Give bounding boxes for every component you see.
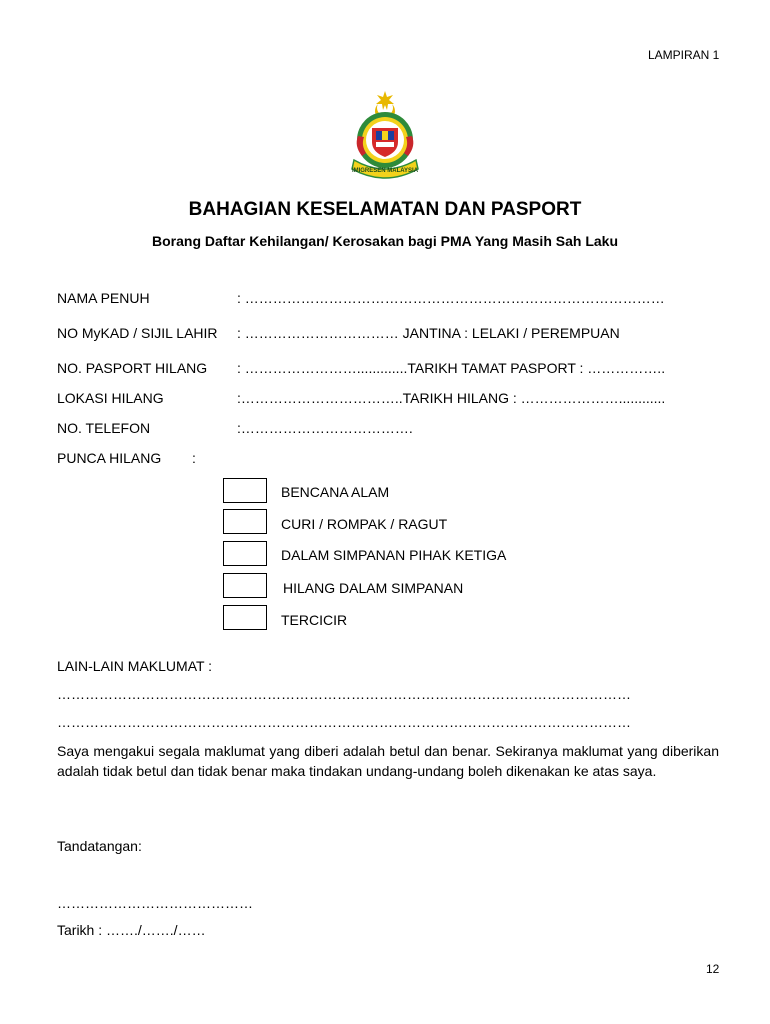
other-info-line-1[interactable]: …………………………………………………………………………………………………………… bbox=[57, 686, 631, 702]
immigration-malaysia-crest-icon bbox=[346, 90, 424, 186]
form-title: BAHAGIAN KESELAMATAN DAN PASPORT bbox=[188, 199, 582, 220]
cause-label: PUNCA HILANG bbox=[57, 450, 162, 466]
option-pihak-ketiga: DALAM SIMPANAN PIHAK KETIGA bbox=[281, 547, 507, 563]
other-info-line-2[interactable]: …………………………………………………………………………………………………………… bbox=[57, 714, 631, 730]
date-field[interactable]: Tarikh : ……./……./…… bbox=[57, 922, 206, 938]
checkbox-curi-rompak[interactable] bbox=[223, 509, 267, 534]
page-number: 12 bbox=[706, 962, 720, 976]
svg-text:IMIGRESEN MALAYSIA: IMIGRESEN MALAYSIA bbox=[351, 168, 419, 174]
signature-line[interactable]: …………………………………… bbox=[57, 895, 253, 911]
appendix-label: LAMPIRAN 1 bbox=[648, 48, 720, 62]
location-field[interactable]: :……………………………..TARIKH HILANG : …………………............ bbox=[237, 390, 666, 406]
mykad-field[interactable]: : …………………………… JANTINA : LELAKI / PEREMPUAN bbox=[237, 325, 620, 341]
passport-field[interactable]: : …………………….............TARIKH TAMAT PASPORT : …………….. bbox=[237, 360, 666, 376]
signature-label: Tandatangan: bbox=[57, 838, 142, 854]
mykad-label: NO MyKAD / SIJIL LAHIR bbox=[57, 325, 218, 341]
passport-label: NO. PASPORT HILANG bbox=[57, 360, 208, 376]
other-info-label: LAIN-LAIN MAKLUMAT : bbox=[57, 658, 213, 674]
phone-label: NO. TELEFON bbox=[57, 420, 151, 436]
option-curi-rompak: CURI / ROMPAK / RAGUT bbox=[281, 516, 448, 532]
full-name-label: NAMA PENUH bbox=[57, 290, 150, 306]
form-subtitle: Borang Daftar Kehilangan/ Kerosakan bagi PMA Yang Masih Sah Laku bbox=[152, 233, 618, 249]
checkbox-bencana-alam[interactable] bbox=[223, 478, 267, 503]
location-label: LOKASI HILANG bbox=[57, 390, 164, 406]
option-bencana-alam: BENCANA ALAM bbox=[281, 484, 390, 500]
checkbox-pihak-ketiga[interactable] bbox=[223, 541, 267, 566]
option-hilang-simpanan: HILANG DALAM SIMPANAN bbox=[283, 580, 464, 596]
option-tercicir: TERCICIR bbox=[281, 612, 348, 628]
checkbox-tercicir[interactable] bbox=[223, 605, 267, 630]
checkbox-hilang-simpanan[interactable] bbox=[223, 573, 267, 598]
cause-colon: : bbox=[192, 450, 196, 466]
declaration-text: Saya mengakui segala maklumat yang diberi adalah betul dan benar. Sekiranya maklumat yang diberikan adalah tidak betul dan tidak benar maka tindakan undang-undang boleh dikenakan ke atas saya. bbox=[57, 743, 719, 779]
phone-field[interactable]: :………………………………. bbox=[237, 420, 413, 436]
full-name-field[interactable]: : ……………………………………………………………………………… bbox=[237, 290, 665, 306]
